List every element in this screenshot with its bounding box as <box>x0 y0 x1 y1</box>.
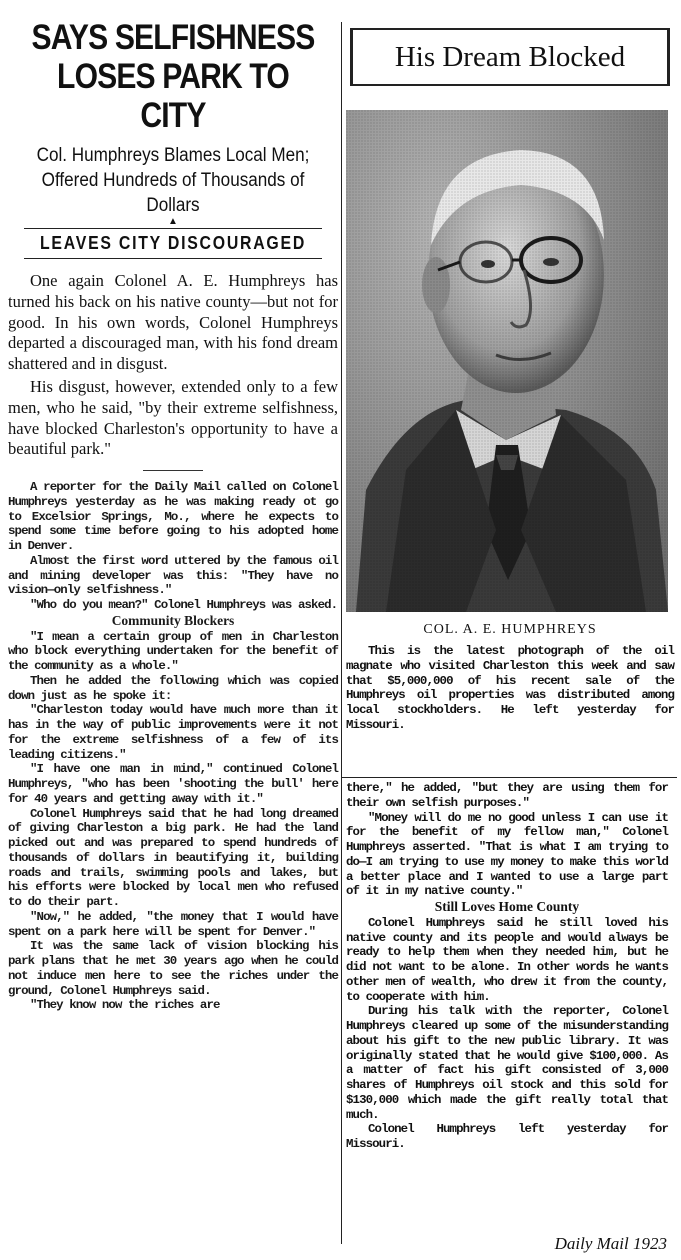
body-paragraph: Almost the first word uttered by the famous oil and mining developer was this: "They have no vision—only selfishness." <box>8 553 338 598</box>
column-divider <box>341 22 342 1244</box>
section-divider <box>341 777 677 778</box>
body-paragraph: "I have one man in mind," continued Colonel Humphreys, "who has been 'shooting the bull' here for 40 years and getting away with it." <box>8 762 338 806</box>
body-paragraph: "Money will do me no good unless I can use it for the benefit of my fellow man," Colonel Humphreys asserted. "That is what I am trying to do—I am trying to use my money to make this world a better place and I wanted to use a large part of it in my native county." <box>346 810 668 899</box>
body-paragraph: It was the same lack of vision blocking his park plans that he met 30 years ago when he could not induce men here to see the riches under the ground, Colonel Humphreys said. <box>8 939 338 998</box>
subhead: Still Loves Home County <box>434 899 580 914</box>
source-credit: Daily Mail 1923 <box>554 1234 667 1253</box>
body-paragraph: "They know now the riches are <box>30 998 220 1013</box>
headline <box>8 18 338 57</box>
article-continuation <box>346 781 668 1152</box>
body-paragraph: During his talk with the reporter, Colonel Humphreys cleared up some of the misunderstanding about his gift to the new public library. It was originally stated that he would give $100,000. As a matter of fact his gift consisted of 3,000 shares of Humphreys oil stock and this sold for $130,000 which made the gift really total that much. <box>346 1004 668 1122</box>
photo-caption <box>346 644 674 733</box>
body-paragraph: Colonel Humphreys said he still loved his native county and its people and would always be ready to help them when they needed him, but he did not want to be alone. In other words he wants other men of wealth, who drew it from the county, to cooperate with him. <box>346 915 668 1004</box>
body-paragraph: "I mean a certain group of men in Charleston who block everything undertaken for the benefit of the community as a whole." <box>8 629 338 674</box>
lede <box>8 271 338 460</box>
deck-secondary: LEAVES CITY DISCOURAGED <box>39 233 307 253</box>
photo-column <box>346 28 674 733</box>
short-rule <box>143 470 203 471</box>
article-body <box>8 480 338 1013</box>
body-paragraph: "Now," he added, "the money that I would have spent on a park here will be spent for Denver." <box>8 909 338 939</box>
body-paragraph: "Who do you mean?" Colonel Humphreys was asked. <box>30 598 338 613</box>
photo-title: His Dream Blocked <box>350 28 670 86</box>
body-paragraph: Colonel Humphreys left yesterday for Missouri. <box>346 1122 668 1151</box>
body-paragraph: there," he added, "but they are using them for their own selfish purposes." <box>346 781 668 810</box>
subhead: Community Blockers <box>111 612 235 628</box>
article-column <box>8 18 338 1013</box>
headline-line-2: LOSES PARK TO CITY <box>57 57 289 135</box>
lede-paragraph: One again Colonel A. E. Humphreys has turned his back on his native county—but not for good. In his own words, Colonel Humphreys departed a discouraged man, with his fond dream shattered and in disgust. <box>8 271 338 374</box>
portrait-image <box>346 110 668 612</box>
rule <box>24 228 322 229</box>
body-paragraph: A reporter for the Daily Mail called on Colonel Humphreys yesterday as he was making ready ot go to Excelsior Springs, Mo., where he expects to spend some time before going to his adopted home in Denver. <box>8 480 338 554</box>
ornament-icon: ▲ <box>168 216 178 227</box>
headline-line-1: SAYS SELFISHNESS <box>31 18 315 57</box>
deck-primary: Col. Humphreys Blames Local Men; Offered Hundreds of Thousands of Dollars <box>36 145 310 216</box>
body-paragraph: "Charleston today would have much more than it has in the way of public improvements were it not for the extreme selfishness of a few of its leading citizens." <box>8 703 338 762</box>
lede-paragraph: His disgust, however, extended only to a few men, who he said, "by their extreme selfishness, have blocked Charleston's opportunity to have a beautiful park." <box>8 376 338 459</box>
photo-name: COL. A. E. HUMPHREYS <box>423 622 597 637</box>
body-paragraph: Colonel Humphreys said that he had long dreamed of giving Charleston a big park. He had the land picked out and was prepared to spend hundreds of thousands of dollars in beautifying it, building roads and trails, swimming pools and lakes, but his efforts were blocked by local men who refused to do their part. <box>8 806 338 910</box>
rule <box>24 258 322 259</box>
body-paragraph: Then he added the following which was copied down just as he spoke it: <box>8 673 338 703</box>
portrait-photo <box>346 110 668 612</box>
caption-text: This is the latest photograph of the oil magnate who visited Charleston this week and saw that $5,000,000 of his recent sale of the Humphreys oil properties was distributed among local stockholders. He left yesterday for Missouri. <box>346 644 674 732</box>
